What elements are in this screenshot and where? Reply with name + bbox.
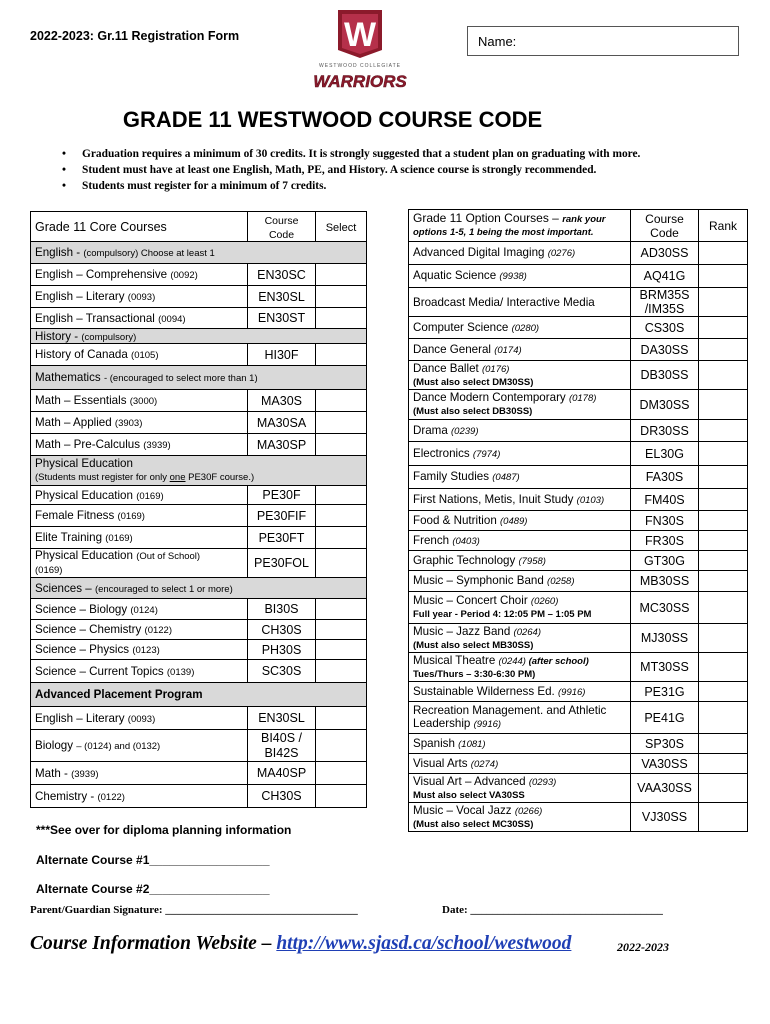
table-row: Biology – (0124) and (0132) BI40S / BI42S (31, 730, 367, 762)
core-header-code: Course Code (264, 214, 299, 241)
rank-input[interactable] (699, 390, 748, 420)
table-row: Science – Physics (0123) PH30S (31, 640, 367, 660)
table-row: Dance General (0174) DA30SS (409, 339, 748, 361)
select-checkbox[interactable] (316, 308, 367, 329)
select-checkbox[interactable] (316, 730, 367, 762)
table-row: English – Comprehensive (0092) EN30SC (31, 264, 367, 286)
table-row: Female Fitness (0169) PE30FIF (31, 505, 367, 527)
alternate-course-2-field[interactable]: Alternate Course #2__________________ (36, 882, 270, 896)
page-title: GRADE 11 WESTWOOD COURSE CODE (122, 107, 543, 132)
select-checkbox[interactable] (316, 599, 367, 620)
rank-input[interactable] (699, 361, 748, 390)
rank-input[interactable] (699, 242, 748, 265)
table-row: Musical Theatre (0244) (after school) Tues/Thurs – 3:30-6:30 PM) MT30SS (409, 653, 748, 682)
alternate-course-1-field[interactable]: Alternate Course #1__________________ (36, 853, 270, 867)
rank-input[interactable] (699, 754, 748, 774)
table-row: Physical Education (Out of School) (0169) PE30FOL (31, 549, 367, 578)
table-row: Graphic Technology (7958) GT30G (409, 551, 748, 571)
select-checkbox[interactable] (316, 505, 367, 527)
table-row: Broadcast Media/ Interactive Media BRM35S /IM35S (409, 288, 748, 317)
select-checkbox[interactable] (316, 549, 367, 578)
rank-input[interactable] (699, 489, 748, 511)
rank-input[interactable] (699, 442, 748, 466)
diploma-note: ***See over for diploma planning information (36, 823, 292, 837)
table-row: Elite Training (0169) PE30FT (31, 527, 367, 549)
table-row: Dance Modern Contemporary (0178) (Must also select DB30SS) DM30SS (409, 390, 748, 420)
table-row: Science – Chemistry (0122) CH30S (31, 620, 367, 640)
table-row: Visual Arts (0274) VA30SS (409, 754, 748, 774)
requirements-list (62, 146, 640, 194)
select-checkbox[interactable] (316, 762, 367, 785)
table-row: English – Literary (0093) EN30SL (31, 707, 367, 730)
rank-input[interactable] (699, 288, 748, 317)
footer-year: 2022-2023 (617, 940, 669, 954)
table-row: Drama (0239) DR30SS (409, 420, 748, 442)
section-ap: Advanced Placement Program (31, 683, 367, 707)
rank-input[interactable] (699, 551, 748, 571)
core-header-courses: Grade 11 Core Courses (35, 219, 167, 234)
table-row: Music – Symphonic Band (0258) MB30SS (409, 571, 748, 592)
option-header-courses: Grade 11 Option Courses – (413, 211, 563, 225)
table-row: Math – Applied (3903) MA30SA (31, 412, 367, 434)
rank-input[interactable] (699, 420, 748, 442)
table-row: Science – Biology (0124) BI30S (31, 599, 367, 620)
table-row: Visual Art – Advanced (0293) Must also select VA30SS VAA30SS (409, 774, 748, 803)
table-row: Music – Jazz Band (0264) (Must also select MB30SS) MJ30SS (409, 624, 748, 653)
table-row: Electronics (7974) EL30G (409, 442, 748, 466)
table-row: Computer Science (0280) CS30S (409, 317, 748, 339)
signature-field[interactable]: Parent/Guardian Signature: ___________________________________ (30, 904, 358, 916)
table-row: Recreation Management. and Athletic Leadership (9916) PE41G (409, 702, 748, 734)
table-row: Math – Pre-Calculus (3939) MA30SP (31, 434, 367, 456)
rank-input[interactable] (699, 653, 748, 682)
table-row: Science – Current Topics (0139) SC30S (31, 660, 367, 683)
rank-input[interactable] (699, 592, 748, 624)
website-label: Course Information Website – (30, 933, 277, 954)
option-header-code: Course Code (645, 211, 684, 240)
select-checkbox[interactable] (316, 527, 367, 549)
rank-input[interactable] (699, 624, 748, 653)
select-checkbox[interactable] (316, 486, 367, 505)
section-english: English - (compulsory) Choose at least 1 (31, 242, 367, 264)
select-checkbox[interactable] (316, 434, 367, 456)
table-row: Family Studies (0487) FA30S (409, 466, 748, 489)
rank-input[interactable] (699, 531, 748, 551)
select-checkbox[interactable] (316, 620, 367, 640)
website-link[interactable]: http://www.sjasd.ca/school/westwood (276, 933, 572, 954)
select-checkbox[interactable] (316, 640, 367, 660)
option-header-rank: Rank (708, 218, 737, 233)
rank-input[interactable] (699, 466, 748, 489)
table-row: Math – Essentials (3000) MA30S (31, 390, 367, 412)
rank-input[interactable] (699, 702, 748, 734)
rank-input[interactable] (699, 682, 748, 702)
list-item: • Student must have at least one English, Math, PE, and History. A science course is strongly recommended. (62, 164, 597, 176)
table-row: French (0403) FR30S (409, 531, 748, 551)
table-header-row (31, 212, 367, 242)
table-row: Music – Concert Choir (0260) Full year - Period 4: 12:05 PM – 1:05 PM MC30SS (409, 592, 748, 624)
table-row: First Nations, Metis, Inuit Study (0103) FM40S (409, 489, 748, 511)
table-row: Food & Nutrition (0489) FN30S (409, 511, 748, 531)
section-history: History - (compulsory) (31, 329, 367, 344)
rank-input[interactable] (699, 571, 748, 592)
section-pe: Physical Education (Students must register for only one PE30F course.) (31, 456, 367, 486)
select-checkbox[interactable] (316, 264, 367, 286)
table-row: English – Transactional (0094) EN30ST (31, 308, 367, 329)
rank-input[interactable] (699, 511, 748, 531)
select-checkbox[interactable] (316, 412, 367, 434)
select-checkbox[interactable] (316, 390, 367, 412)
table-header-row (409, 210, 748, 242)
core-header-select: Select (325, 221, 357, 234)
option-courses-table (408, 209, 748, 832)
form-title: 2022-2023: Gr.11 Registration Form (30, 29, 240, 43)
table-row: History of Canada (0105) HI30F (31, 344, 367, 366)
table-row: Math - (3939) MA40SP (31, 762, 367, 785)
section-math: Mathematics - (encouraged to select more than 1) (31, 366, 367, 390)
rank-input[interactable] (699, 317, 748, 339)
name-label: Name: (478, 34, 517, 49)
table-row: Dance Ballet (0176) (Must also select DM30SS) DB30SS (409, 361, 748, 390)
rank-input[interactable] (699, 734, 748, 754)
rank-input[interactable] (699, 774, 748, 803)
name-field[interactable] (467, 26, 739, 56)
section-science: Sciences – (encouraged to select 1 or more) (31, 578, 367, 599)
table-row: English – Literary (0093) EN30SL (31, 286, 367, 308)
logo-team-name: WARRIORS (313, 72, 407, 91)
select-checkbox[interactable] (316, 344, 367, 366)
school-logo (313, 8, 407, 94)
list-item: • Graduation requires a minimum of 30 credits. It is strongly suggested that a student plan on graduating with more. (62, 148, 641, 160)
select-checkbox[interactable] (316, 785, 367, 808)
rank-input[interactable] (699, 803, 748, 832)
table-row: Aquatic Science (9938) AQ41G (409, 265, 748, 288)
table-row: Spanish (1081) SP30S (409, 734, 748, 754)
list-item: • Students must register for a minimum of 7 credits. (62, 180, 327, 192)
rank-input[interactable] (699, 265, 748, 288)
website-line (30, 933, 571, 955)
rank-input[interactable] (699, 339, 748, 361)
logo-school-name: WESTWOOD COLLEGIATE (319, 63, 401, 69)
table-row: Chemistry - (0122) CH30S (31, 785, 367, 808)
table-row: Music – Vocal Jazz (0266) (Must also select MC30SS) VJ30SS (409, 803, 748, 832)
date-field[interactable]: Date: ___________________________________ (442, 904, 663, 916)
option-header-note: rank your options 1-5, 1 being the most important. (413, 214, 606, 238)
table-row: Physical Education (0169) PE30F (31, 486, 367, 505)
select-checkbox[interactable] (316, 707, 367, 730)
logo-letter: W (343, 16, 377, 54)
table-row: Advanced Digital Imaging (0276) AD30SS (409, 242, 748, 265)
select-checkbox[interactable] (316, 660, 367, 683)
core-courses-table (30, 211, 367, 808)
table-row: Sustainable Wilderness Ed. (9916) PE31G (409, 682, 748, 702)
select-checkbox[interactable] (316, 286, 367, 308)
